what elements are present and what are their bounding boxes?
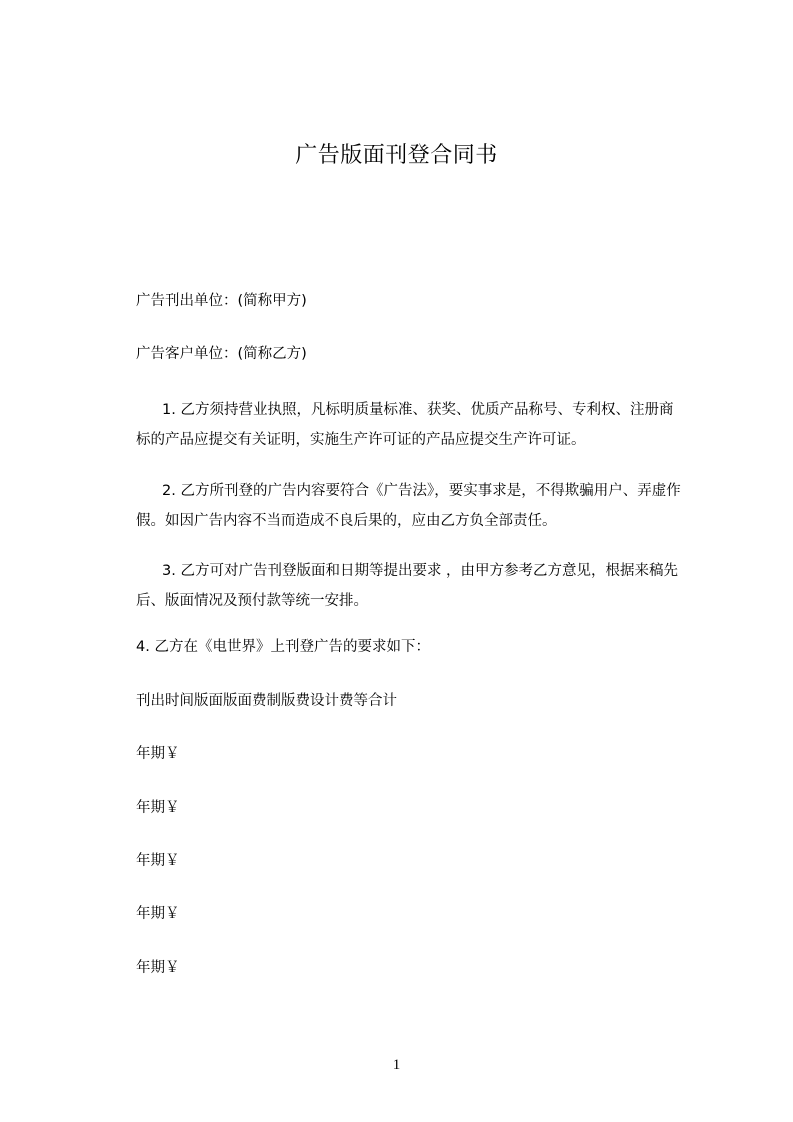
clause-2-line-1: 2. 乙方所刊登的广告内容要符合《广告法》，要实事求是，不得欺骗用户、弄虚作 bbox=[162, 483, 681, 499]
fee-row: 年期￥ bbox=[136, 800, 180, 816]
fee-row: 年期￥ bbox=[136, 746, 180, 762]
clause-3 bbox=[136, 556, 710, 616]
clause-2 bbox=[136, 476, 710, 536]
party-a-line: 广告刊出单位：(简称甲方) bbox=[136, 293, 307, 309]
clause-2-line-2: 假。如因广告内容不当而造成不良后果的，应由乙方负全部责任。 bbox=[136, 513, 557, 529]
clause-3-line-1: 3. 乙方可对广告刊登版面和日期等提出要求 ，由甲方参考乙方意见，根据来稿先 bbox=[162, 563, 679, 579]
fee-row: 年期￥ bbox=[136, 906, 180, 922]
clause-1-line-1: 1. 乙方须持营业执照，凡标明质量标准、获奖、优质产品称号、专利权、注册商 bbox=[162, 402, 674, 418]
party-b-line: 广告客户单位：(简称乙方) bbox=[136, 346, 307, 362]
table-header-line: 刊出时间版面版面费制版费设计费等合计 bbox=[136, 693, 397, 709]
page-number: 1 bbox=[392, 1057, 401, 1073]
contract-title: 广告版面刊登合同书 bbox=[295, 143, 498, 168]
clause-4: 4. 乙方在《电世界》上刊登广告的要求如下： bbox=[136, 639, 430, 655]
clause-1 bbox=[136, 395, 710, 455]
clause-3-line-2: 后、版面情况及预付款等统一安排。 bbox=[136, 593, 368, 609]
fee-row: 年期￥ bbox=[136, 853, 180, 869]
fee-row: 年期￥ bbox=[136, 960, 180, 976]
clause-1-line-2: 标的产品应提交有关证明，实施生产许可证的产品应提交生产许可证。 bbox=[136, 432, 586, 448]
